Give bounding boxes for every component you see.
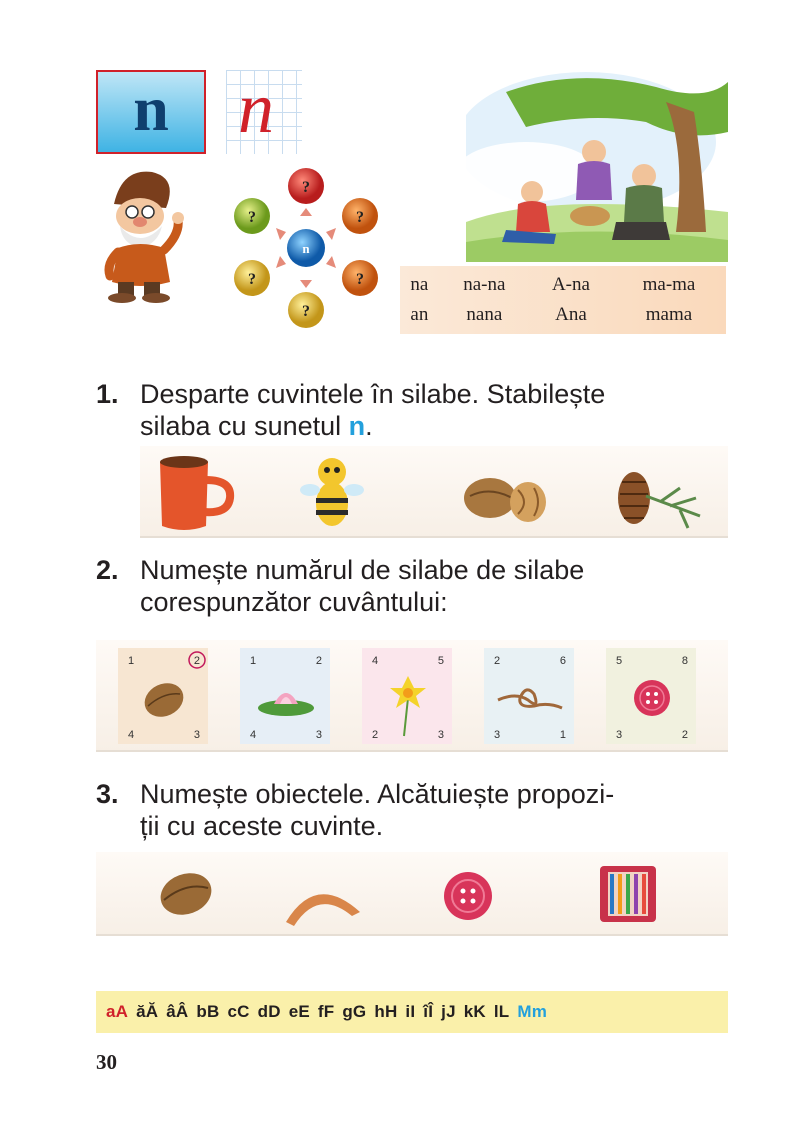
petal-upper-right: [342, 198, 378, 234]
exercise-2-line1-text: Numește numărul de silabe de silabe: [140, 555, 585, 585]
exercise-3-line1-text: Numește obiectele. Alcătuiește propozi-: [140, 779, 615, 809]
exercise-2-line2: [96, 586, 728, 618]
syllable-flower-diagram: [226, 160, 386, 340]
exercise-2-text: [96, 554, 728, 618]
exercise-1-line1-text: Desparte cuvintele în silabe. Stabilește: [140, 379, 606, 409]
table-cell: nana: [466, 304, 503, 325]
card-number: 4: [250, 729, 257, 741]
petal-label: ?: [302, 303, 310, 320]
button-icon: [634, 680, 670, 716]
card-number: 2: [681, 729, 688, 741]
alphabet-letter: lL: [493, 1002, 510, 1021]
exercise-3-line2-text: ții cu aceste cuvinte.: [140, 811, 384, 841]
card-number: 2: [494, 655, 501, 667]
card-number: 5: [616, 655, 623, 667]
exercise-number: 3.: [96, 779, 119, 809]
alphabet-letter: jJ: [441, 1002, 456, 1021]
alphabet-letter: aA: [106, 1002, 129, 1021]
exercise-2-picture-strip: [96, 640, 728, 752]
alphabet-letter: îÎ: [423, 1002, 434, 1021]
card-number: 1: [128, 655, 135, 667]
petal-label: ?: [356, 271, 364, 288]
page-number: 30: [96, 1050, 117, 1074]
card-number: 2: [372, 729, 379, 741]
card-number: 4: [128, 729, 135, 741]
letter-script-n: [226, 70, 302, 154]
card-number: 3: [315, 729, 322, 741]
petal-lower-right: [342, 260, 378, 296]
highlight-letter-n: n: [348, 411, 366, 441]
exercise-2-line1: [96, 554, 728, 586]
alphabet-strip: [96, 991, 728, 1033]
card-number: 2: [193, 655, 200, 667]
table-cell: na: [410, 274, 429, 295]
mug-icon: [160, 456, 230, 530]
exercise-3-picture-strip: [96, 852, 728, 936]
petal-label: ?: [248, 271, 256, 288]
petal-label: ?: [356, 209, 364, 226]
card-number: 6: [559, 655, 566, 667]
exercise-1-line2-prefix: silaba cu sunetul: [140, 411, 349, 441]
button-icon: [444, 872, 492, 920]
petal-bottom: [288, 292, 324, 328]
letter-block-n: [96, 70, 206, 154]
card-number: 4: [372, 655, 379, 667]
exercise-1-line2: [96, 410, 728, 442]
letter-block-text: n: [133, 73, 169, 144]
syllable-card: [362, 648, 452, 744]
exercise-3-line1: [96, 778, 728, 810]
walnut-icon: [155, 866, 218, 921]
table-row: [400, 270, 726, 300]
table-cell: na-na: [463, 274, 506, 295]
table-row: [400, 300, 726, 330]
alphabet-letter: Mm: [517, 1002, 548, 1021]
card-number: 3: [616, 729, 623, 741]
syllable-card: [606, 648, 696, 744]
petal-lower-left: [234, 260, 270, 296]
exercise-number: 1.: [96, 379, 119, 409]
alphabet-letter: âÂ: [166, 1002, 189, 1021]
syllable-table: [400, 266, 726, 334]
card-number: 5: [437, 655, 444, 667]
picnic-scene-illustration: [466, 72, 728, 262]
alphabet-letter: hH: [374, 1002, 398, 1021]
letter-script-text: n: [238, 68, 274, 148]
card-number: 8: [681, 655, 688, 667]
alphabet-letter: ăĂ: [136, 1002, 159, 1021]
card-number: 3: [437, 729, 444, 741]
pencil-case-icon: [600, 866, 656, 922]
orange-peel-icon: [286, 894, 360, 926]
syllable-card: [240, 648, 330, 744]
table-cell: an: [410, 304, 429, 325]
exercise-1-line1: [96, 378, 728, 410]
syllable-card: [484, 648, 574, 744]
petal-top: [288, 168, 324, 204]
alphabet-letter: gG: [342, 1002, 367, 1021]
syllable-card: [118, 648, 208, 744]
petal-label: ?: [248, 209, 256, 226]
table-cell: ma-ma: [642, 274, 696, 295]
exercise-2-line2-text: corespunzător cuvântului:: [140, 587, 448, 617]
exercise-number: 2.: [96, 555, 119, 585]
alphabet-letter: fF: [317, 1002, 335, 1021]
alphabet-letter: iI: [405, 1002, 416, 1021]
exercise-1-picture-strip: [140, 446, 728, 538]
card-number: 1: [250, 655, 257, 667]
table-cell: A-na: [551, 274, 590, 295]
card-number: 1: [559, 729, 566, 741]
alphabet-letter: kK: [463, 1002, 486, 1021]
walnut-icon: [464, 478, 546, 522]
exercise-1-text: [96, 378, 728, 442]
exercise-3-line2: [96, 810, 728, 842]
table-cell: Ana: [555, 304, 587, 325]
alphabet-letter: dD: [257, 1002, 281, 1021]
pine-cone-icon: [618, 472, 700, 528]
card-number: 3: [494, 729, 501, 741]
exercise-3-text: [96, 778, 728, 842]
table-cell: mama: [645, 304, 693, 325]
bee-icon: [300, 458, 364, 526]
gnome-illustration: [92, 164, 188, 304]
exercise-1-line2-suffix: .: [365, 411, 373, 441]
flower-center-label: n: [302, 241, 310, 256]
petal-label: ?: [302, 179, 310, 196]
alphabet-letter: bB: [196, 1002, 220, 1021]
card-number: 2: [315, 655, 322, 667]
card-number: 3: [193, 729, 200, 741]
alphabet-letter: eE: [288, 1002, 310, 1021]
petal-upper-left: [234, 198, 270, 234]
flower-center: [287, 229, 325, 267]
alphabet-letter: cC: [227, 1002, 250, 1021]
